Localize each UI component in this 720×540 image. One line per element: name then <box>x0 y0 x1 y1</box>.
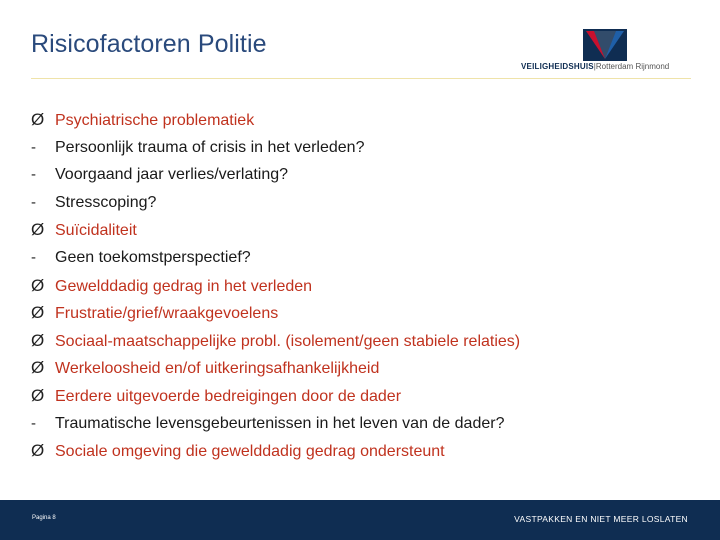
bullet-text: Werkeloosheid en/of uitkeringsafhankelijkheid <box>55 360 380 378</box>
arrow-bullet-icon: Ø <box>31 303 45 323</box>
bullet-text: Voorgaand jaar verlies/verlating? <box>55 166 289 184</box>
dash-bullet-icon: - <box>31 248 36 266</box>
logo-name-light: Rotterdam Rijnmond <box>595 62 670 71</box>
title-divider <box>31 78 691 79</box>
dash-bullet-icon: - <box>31 138 36 156</box>
bullet-item <box>31 246 520 274</box>
arrow-bullet-icon: Ø <box>31 358 45 378</box>
dash-bullet-icon: - <box>31 414 36 432</box>
arrow-bullet-icon: Ø <box>31 441 45 461</box>
bullet-text: Psychiatrische problematiek <box>55 112 255 129</box>
bullet-item <box>31 108 520 136</box>
bullet-item <box>31 191 520 219</box>
bullet-text: Persoonlijk trauma of crisis in het verleden? <box>55 138 365 156</box>
arrow-bullet-icon: Ø <box>31 110 45 129</box>
veiligheidshuis-logo <box>521 29 693 73</box>
page-number: Pagina 8 <box>32 515 56 521</box>
arrow-bullet-icon: Ø <box>31 330 45 350</box>
logo-name-bold: VEILIGHEIDSHUIS <box>521 62 594 71</box>
bullet-text: Traumatische levensgebeurtenissen in het leven van de dader? <box>55 414 505 432</box>
footer-slogan: VASTPAKKEN EN NIET MEER LOSLATEN <box>514 514 688 524</box>
bullet-text: Suïcidaliteit <box>55 222 137 240</box>
arrow-bullet-icon: Ø <box>31 220 45 240</box>
bullet-text: Eerdere uitgevoerde bedreigingen door de dader <box>55 387 402 405</box>
bullet-item <box>31 274 520 302</box>
bullet-item <box>31 412 520 440</box>
page-title: Risicofactoren Politie <box>31 30 267 58</box>
logo-mark-icon <box>583 29 627 61</box>
bullet-item <box>31 329 520 357</box>
bullet-item <box>31 163 520 191</box>
logo-wordmark: VEILIGHEIDSHUIS|Rotterdam Rijnmond <box>521 62 670 71</box>
dash-bullet-icon: - <box>31 193 36 211</box>
bullet-text: Frustratie/grief/wraakgevoelens <box>55 305 279 323</box>
dash-bullet-icon: - <box>31 166 36 184</box>
bullet-item <box>31 439 520 467</box>
bullet-text: Geen toekomstperspectief? <box>55 248 251 266</box>
bullet-item <box>31 218 520 246</box>
bullet-text: Stresscoping? <box>55 193 157 211</box>
footer-bar <box>0 500 720 540</box>
bullet-item <box>31 301 520 329</box>
bullet-item <box>31 384 520 412</box>
bullet-item <box>31 136 520 164</box>
bullet-text: Sociaal-maatschappelijke probl. (isolement/geen stabiele relaties) <box>55 332 521 350</box>
arrow-bullet-icon: Ø <box>31 385 45 405</box>
bullet-list <box>31 108 520 467</box>
bullet-item <box>31 356 520 384</box>
bullet-text: Sociale omgeving die gewelddadig gedrag ondersteunt <box>55 443 445 461</box>
bullet-text: Gewelddadig gedrag in het verleden <box>55 277 313 295</box>
arrow-bullet-icon: Ø <box>31 275 45 295</box>
